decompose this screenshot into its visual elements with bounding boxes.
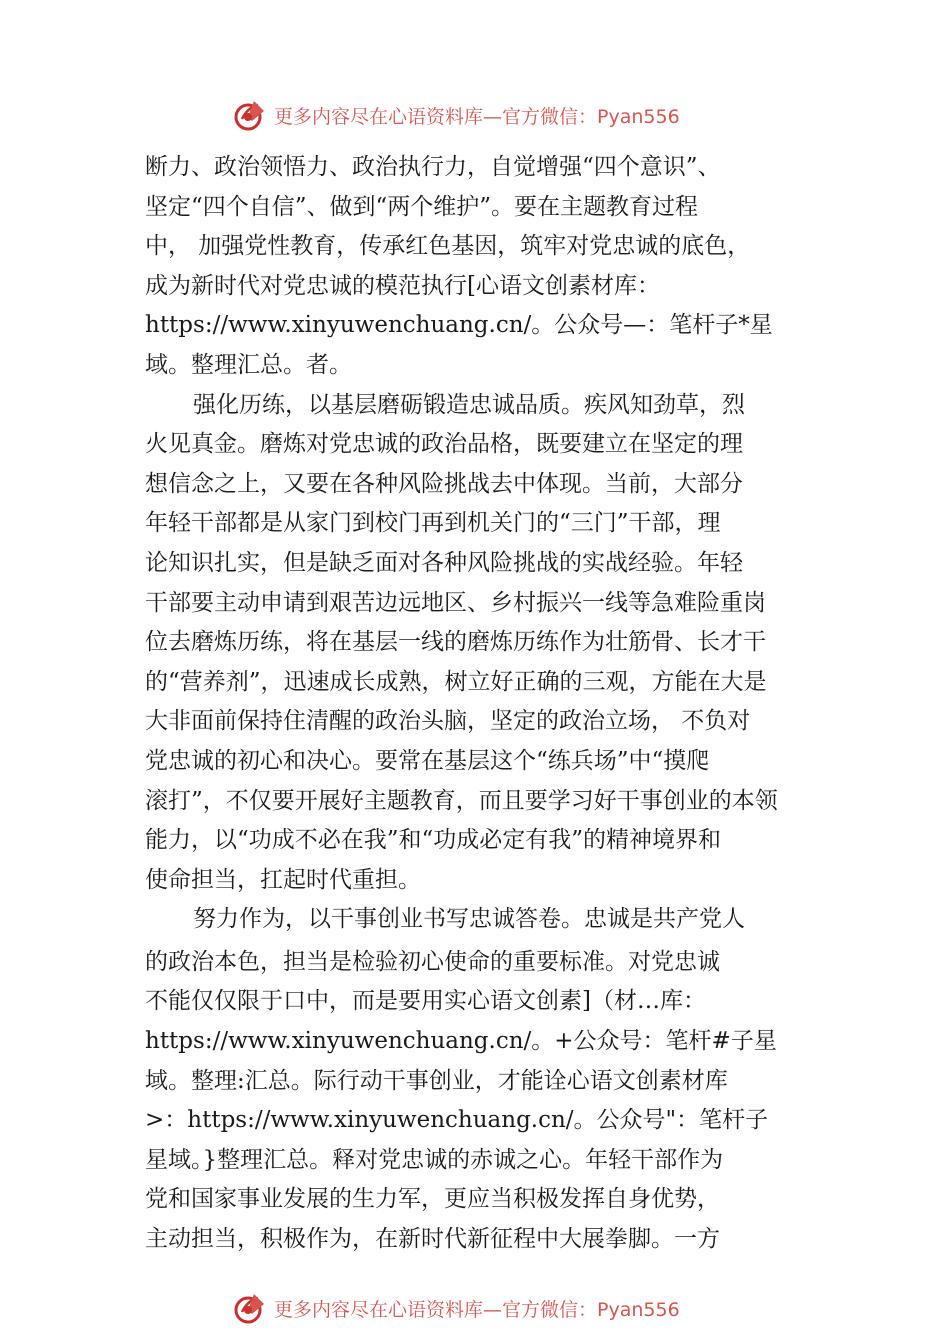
text-line: 党和国家事业发展的生力军，更应当积极发挥自身优势， [145,1186,720,1213]
text-line: 能力，以“功成不必在我”和“功成必定有我”的精神境界和 [145,827,722,854]
text-line: 使命担当，扛起时代重担。 [145,866,421,893]
text-line: 的政治本色，担当是检验初心使命的重要标准。对党忠诚 [145,948,720,975]
banner-wechat-label: 官方微信： [502,1298,598,1321]
banner-text [274,1295,680,1322]
pen-and-apple-logo-icon [232,97,268,133]
text-line: 干部要主动申请到艰苦边远地区、乡村振兴一线等急难险重岗 [145,589,766,616]
banner-dash: — [483,1298,503,1321]
banner-slogan: 更多内容尽在心语资料库 [274,105,484,128]
banner-wechat-id: Pyan556 [597,105,680,128]
text-line: 坚定“四个自信”、做到“两个维护”。要在主题教育过程 [145,193,699,220]
text-line: 大非面前保持住清醒的政治头脑，坚定的政治立场， 不负对 [145,708,751,735]
banner-wechat-label: 官方微信： [502,105,598,128]
pen-and-apple-logo-icon [232,1290,268,1326]
banner-dash: — [483,105,503,128]
banner-wechat-id: Pyan556 [597,1298,680,1321]
text-line: 主动担当，积极作为，在新时代新征程中大展拳脚。一方 [145,1226,720,1253]
text-line: >：https://www.xinyuwenchuang.cn/。公众号"：笔杆子 [145,1107,769,1134]
text-line: 滚打”，不仅要开展好主题教育，而且要学习好干事创业的本领 [145,787,778,814]
banner-slogan: 更多内容尽在心语资料库 [274,1298,484,1321]
text-line: 断力、政治领悟力、政治执行力，自觉增强“四个意识”、 [145,154,721,180]
text-line: 中， 加强党性教育，传承红色基因，筑牢对党忠诚的底色， [145,233,751,260]
banner-text [274,102,680,129]
text-line: 域。整理汇总。者。 [145,351,352,378]
text-line: 位去磨炼历练，将在基层一线的磨炼历练作为壮筋骨、长才干 [145,629,766,656]
text-line: 不能仅仅限于口中，而是要用实心语文创素]（材…库： [145,988,706,1015]
text-line: 想信念之上，又要在各种风险挑战去中体现。当前，大部分 [145,470,743,497]
text-line: https://www.xinyuwenchuang.cn/。公众号—：笔杆子*星 [145,312,773,339]
text-line: 论知识扎实，但是缺乏面对各种风险挑战的实战经验。年轻 [145,549,743,576]
paragraph-start-line: 强化历练，以基层磨砺锻造忠诚品质。疾风知劲草，烈 [193,391,745,418]
text-line: 成为新时代对党忠诚的模范执行[心语文创素材库： [145,272,660,299]
document-body [145,148,825,1260]
text-line: 的“营养剂”，迅速成长成熟，树立好正确的三观，方能在大是 [145,668,767,695]
text-line: 年轻干部都是从家门到校门再到机关门的“三门”干部，理 [145,510,721,537]
paragraph-start-line: 努力作为，以干事创业书写忠诚答卷。忠诚是共产党人 [193,906,745,933]
text-line: 党忠诚的初心和决心。要常在基层这个“练兵场”中“摸爬 [145,747,710,774]
text-line: 火见真金。磨炼对党忠诚的政治品格，既要建立在坚定的理 [145,431,743,458]
header-banner [232,95,680,135]
text-line: 星域。}整理汇总。释对党忠诚的赤诚之心。年轻干部作为 [145,1146,724,1173]
text-line: 域。整理:汇总。际行动干事创业，才能诠心语文创素材库 [145,1067,728,1094]
footer-banner [232,1288,680,1328]
text-line: https://www.xinyuwenchuang.cn/。+公众号：笔杆#子星 [145,1028,777,1055]
